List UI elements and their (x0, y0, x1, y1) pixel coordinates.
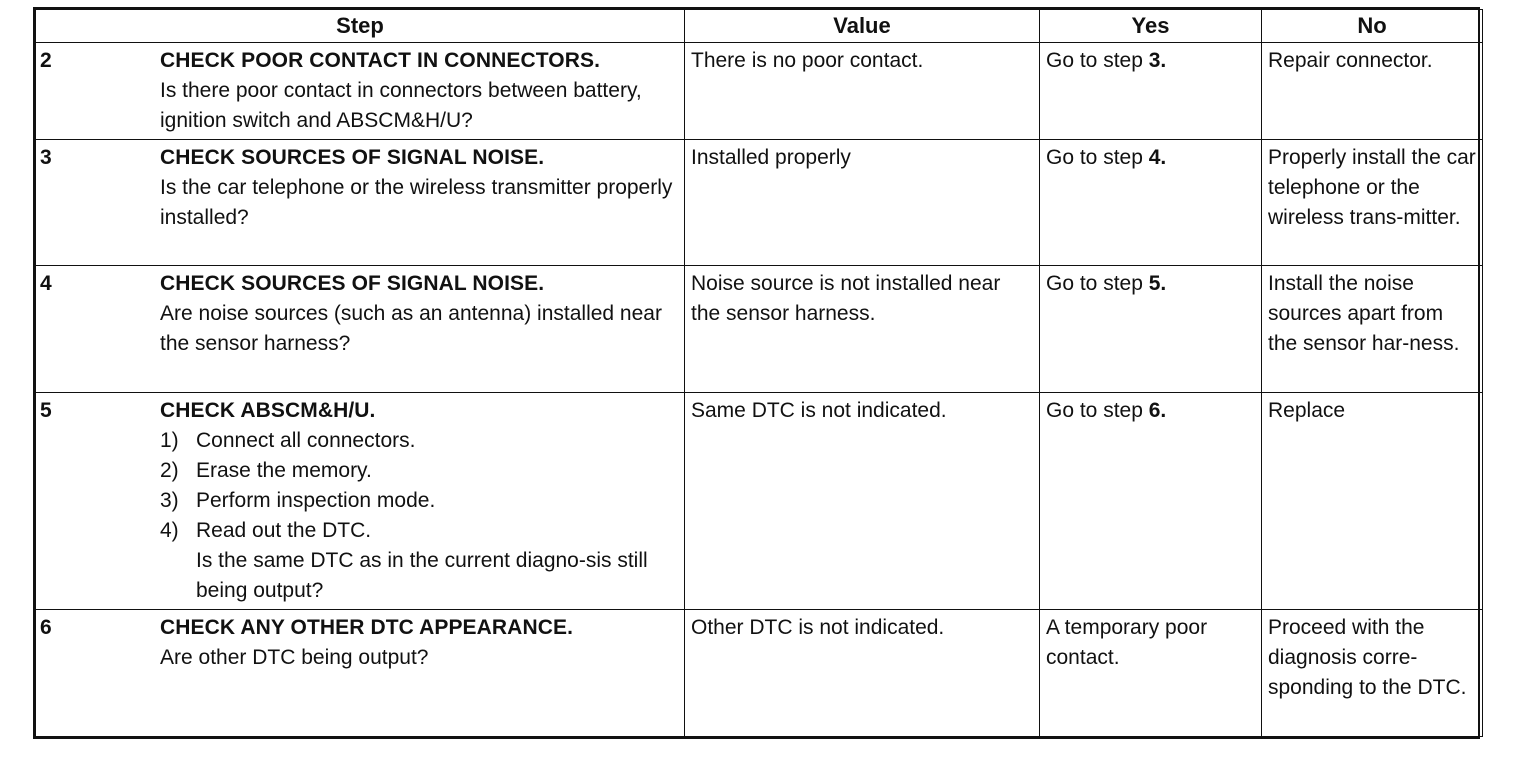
header-no: No (1262, 10, 1483, 43)
no-cell: Install the noise sources apart from the sensor har-ness. (1262, 266, 1483, 393)
step-cell (36, 610, 685, 737)
value-cell: Same DTC is not indicated. (685, 392, 1040, 609)
procedure-item (160, 426, 678, 456)
value-cell: Installed properly (685, 139, 1040, 266)
yes-prefix: Go to step (1046, 145, 1149, 169)
yes-cell (1040, 392, 1262, 609)
procedure-item (160, 456, 678, 486)
step-number: 5 (40, 398, 52, 422)
procedure-item-number: 3) (160, 488, 179, 512)
step-number: 3 (40, 145, 52, 169)
procedure-item-text: Perform inspection mode. (196, 488, 436, 512)
value-cell: Other DTC is not indicated. (685, 610, 1040, 737)
no-cell: Repair connector. (1262, 43, 1483, 140)
table-row (36, 610, 1483, 737)
step-title: CHECK ABSCM&H/U. (160, 398, 376, 422)
step-number: 6 (40, 616, 52, 640)
procedure-item (160, 516, 678, 546)
step-title: CHECK ANY OTHER DTC APPEARANCE. (160, 616, 574, 640)
step-question: Is the car telephone or the wireless transmitter properly installed? (160, 175, 673, 229)
procedure-item-text: Read out the DTC. (196, 518, 372, 542)
step-cell (36, 392, 685, 609)
yes-prefix: Go to step (1046, 272, 1149, 296)
header-step: Step (36, 10, 685, 43)
step-cell (36, 43, 685, 140)
header-yes: Yes (1040, 10, 1262, 43)
yes-step: 6. (1148, 398, 1167, 422)
yes-cell (1040, 139, 1262, 266)
step-number: 2 (40, 49, 52, 72)
step-cell (36, 139, 685, 266)
header-row (36, 10, 1483, 43)
yes-step: 3. (1148, 49, 1167, 72)
step-question: Is the same DTC as in the current diagno-sis still being output? (196, 548, 648, 602)
yes-step: 4. (1148, 145, 1167, 169)
table-row (36, 392, 1483, 609)
yes-prefix: Go to step (1046, 49, 1149, 72)
value-cell: Noise source is not installed near the sensor harness. (685, 266, 1040, 393)
step-title: CHECK SOURCES OF SIGNAL NOISE. (160, 145, 545, 169)
diagnosis-table (35, 9, 1483, 737)
procedure-item-text: Connect all connectors. (196, 428, 416, 452)
step-question: Are noise sources (such as an antenna) installed near the sensor harness? (160, 302, 662, 356)
procedure-item (160, 486, 678, 516)
table-row (36, 43, 1483, 140)
yes-cell (1040, 43, 1262, 140)
no-cell: Proceed with the diagnosis corre-sponding to the DTC. (1262, 610, 1483, 737)
step-question: Are other DTC being output? (160, 646, 429, 670)
step-title: CHECK POOR CONTACT IN CONNECTORS. (160, 49, 601, 72)
value-cell: There is no poor contact. (685, 43, 1040, 140)
step-cell (36, 266, 685, 393)
yes-cell: A temporary poor contact. (1040, 610, 1262, 737)
step-question: Is there poor contact in connectors between battery, ignition switch and ABSCM&H/U? (160, 79, 642, 132)
procedure-item-number: 1) (160, 428, 179, 452)
yes-prefix: Go to step (1046, 398, 1149, 422)
procedure-item-text: Erase the memory. (196, 458, 372, 482)
yes-cell (1040, 266, 1262, 393)
table-row (36, 139, 1483, 266)
step-number: 4 (40, 272, 52, 296)
no-cell: Properly install the car telephone or the wireless trans-mitter. (1262, 139, 1483, 266)
diagnosis-table-container (33, 7, 1480, 739)
procedure-item-number: 4) (160, 518, 179, 542)
yes-step: 5. (1148, 272, 1167, 296)
table-row (36, 266, 1483, 393)
header-value: Value (685, 10, 1040, 43)
procedure-item-number: 2) (160, 458, 179, 482)
step-title: CHECK SOURCES OF SIGNAL NOISE. (160, 272, 545, 296)
no-cell: Replace (1262, 392, 1483, 609)
